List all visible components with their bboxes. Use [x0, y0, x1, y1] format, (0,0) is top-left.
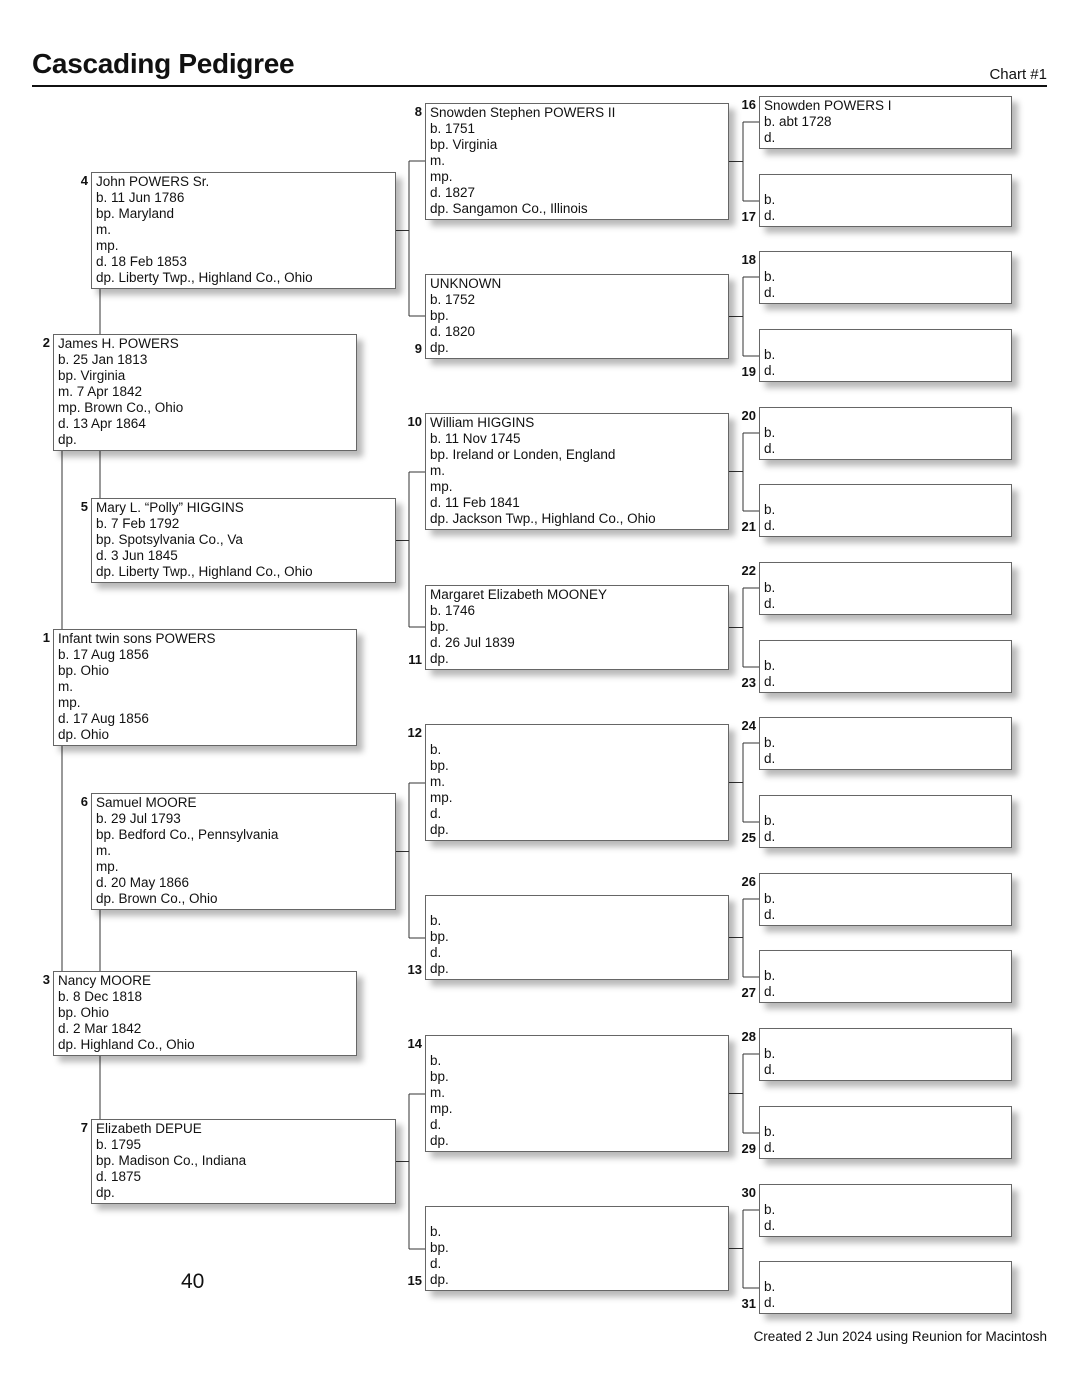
person-name: John POWERS Sr.	[96, 174, 210, 189]
person-fact: dp.	[58, 432, 77, 447]
page-number: 40	[181, 1270, 205, 1293]
ahnentafel-number: 24	[741, 718, 756, 733]
ahnentafel-number: 3	[42, 972, 50, 987]
person-box[interactable]	[759, 1261, 1012, 1314]
person-fact: b. 1746	[430, 603, 476, 618]
person-fact: d. 1820	[430, 324, 476, 339]
ahnentafel-number: 29	[741, 1141, 756, 1156]
page-title: Cascading Pedigree	[32, 48, 295, 79]
person-name: James H. POWERS	[58, 336, 179, 351]
person-fact: d. 11 Feb 1841	[430, 495, 520, 510]
person-fact: bp. Bedford Co., Pennsylvania	[96, 827, 279, 842]
person-name	[764, 1186, 1011, 1202]
person-fact: b.	[764, 192, 776, 207]
person-fact: b.	[764, 735, 776, 750]
person-fact: d. 13 Apr 1864	[58, 416, 146, 431]
person-name	[764, 331, 1011, 347]
person-fact: bp. Virginia	[430, 137, 498, 152]
person-box[interactable]	[759, 1028, 1012, 1081]
person-fact: b. 7 Feb 1792	[96, 516, 180, 531]
ahnentafel-number: 25	[741, 830, 756, 845]
person-name	[764, 409, 1011, 425]
person-fact: dp.	[430, 340, 449, 355]
person-fact: b. 1795	[96, 1137, 142, 1152]
ahnentafel-number: 26	[741, 874, 756, 889]
footer-credit: Created 2 Jun 2024 using Reunion for Macintosh	[753, 1329, 1047, 1344]
ahnentafel-number: 28	[741, 1029, 756, 1044]
person-fact: d.	[764, 518, 776, 533]
person-name	[764, 797, 1011, 813]
person-fact: m.	[430, 1085, 445, 1100]
person-fact: d.	[430, 806, 442, 821]
person-box[interactable]	[425, 413, 729, 530]
person-name	[430, 1037, 728, 1053]
person-fact: dp. Liberty Twp., Highland Co., Ohio	[96, 270, 313, 285]
person-box[interactable]	[425, 1206, 729, 1291]
person-box[interactable]	[91, 498, 396, 583]
ahnentafel-number: 1	[42, 630, 50, 645]
person-box[interactable]	[425, 274, 729, 359]
person-fact: b. abt 1728	[764, 114, 832, 129]
person-fact: dp. Brown Co., Ohio	[96, 891, 218, 906]
ahnentafel-number: 30	[741, 1185, 756, 1200]
person-fact: bp.	[430, 929, 449, 944]
person-fact: d.	[764, 441, 776, 456]
ahnentafel-number: 8	[414, 104, 422, 119]
person-fact: b. 29 Jul 1793	[96, 811, 181, 826]
person-fact: b. 11 Nov 1745	[430, 431, 521, 446]
person-box[interactable]	[53, 334, 357, 451]
person-fact: d.	[764, 751, 776, 766]
person-fact: d.	[430, 945, 442, 960]
ahnentafel-number: 20	[741, 408, 756, 423]
person-fact: d. 1827	[430, 185, 476, 200]
ahnentafel-number: 13	[407, 962, 422, 977]
ahnentafel-number: 22	[741, 563, 756, 578]
person-box[interactable]	[91, 172, 396, 289]
ahnentafel-number: 10	[407, 414, 422, 429]
person-fact: b.	[430, 1053, 442, 1068]
person-fact: bp. Spotsylvania Co., Va	[96, 532, 243, 547]
person-fact: bp. Virginia	[58, 368, 126, 383]
person-fact: m.	[96, 222, 111, 237]
person-fact: b.	[764, 269, 776, 284]
person-fact: b. 11 Jun 1786	[96, 190, 185, 205]
person-fact: bp. Ohio	[58, 663, 110, 678]
person-name: Samuel MOORE	[96, 795, 197, 810]
ahnentafel-number: 9	[414, 341, 422, 356]
person-box[interactable]	[759, 484, 1012, 537]
person-fact: bp.	[430, 1240, 449, 1255]
ahnentafel-number: 21	[741, 519, 756, 534]
person-box[interactable]	[759, 873, 1012, 926]
person-name	[764, 1108, 1011, 1124]
person-box[interactable]	[759, 1106, 1012, 1159]
person-fact: b. 8 Dec 1818	[58, 989, 143, 1004]
person-fact: m.	[430, 463, 445, 478]
person-fact: b.	[764, 1124, 776, 1139]
person-fact: b.	[430, 1224, 442, 1239]
person-fact: bp. Ireland or Londen, England	[430, 447, 616, 462]
person-box[interactable]	[759, 795, 1012, 848]
person-fact: d.	[764, 130, 776, 145]
person-fact: b. 1752	[430, 292, 476, 307]
person-fact: m.	[430, 153, 445, 168]
person-box[interactable]	[759, 717, 1012, 770]
person-fact: d.	[764, 208, 776, 223]
ahnentafel-number: 11	[408, 652, 422, 667]
person-box[interactable]	[425, 1035, 729, 1152]
person-fact: dp.	[430, 651, 449, 666]
person-fact: mp.	[430, 790, 453, 805]
person-name: Elizabeth DEPUE	[96, 1121, 202, 1136]
person-fact: dp. Liberty Twp., Highland Co., Ohio	[96, 564, 313, 579]
person-fact: d.	[764, 596, 776, 611]
person-fact: d.	[764, 1295, 776, 1310]
ahnentafel-number: 27	[741, 985, 756, 1000]
ahnentafel-number: 23	[741, 675, 756, 690]
ahnentafel-number: 12	[407, 725, 422, 740]
person-box[interactable]	[759, 640, 1012, 693]
person-name: UNKNOWN	[430, 276, 502, 291]
person-fact: bp.	[430, 1069, 449, 1084]
person-box[interactable]	[53, 971, 357, 1056]
person-box[interactable]	[759, 329, 1012, 382]
person-fact: m.	[96, 843, 111, 858]
person-fact: d. 3 Jun 1845	[96, 548, 178, 563]
person-name: Margaret Elizabeth MOONEY	[430, 587, 608, 602]
person-fact: dp.	[96, 1185, 115, 1200]
person-name	[764, 952, 1011, 968]
person-name	[764, 253, 1011, 269]
person-fact: b.	[764, 658, 776, 673]
person-fact: b. 1751	[430, 121, 476, 136]
person-name	[764, 486, 1011, 502]
person-fact: bp.	[430, 619, 449, 634]
person-fact: b.	[764, 347, 776, 362]
person-box[interactable]	[759, 174, 1012, 227]
person-box[interactable]	[425, 895, 729, 980]
ahnentafel-number: 17	[741, 209, 756, 224]
person-fact: d.	[764, 285, 776, 300]
ahnentafel-number: 18	[741, 252, 756, 267]
person-fact: dp.	[430, 822, 449, 837]
person-fact: mp. Brown Co., Ohio	[58, 400, 184, 415]
person-name: Snowden Stephen POWERS II	[430, 105, 616, 120]
person-fact: bp.	[430, 308, 449, 323]
person-name	[764, 1263, 1011, 1279]
person-fact: d.	[764, 1218, 776, 1233]
ahnentafel-number: 7	[80, 1120, 88, 1135]
person-fact: mp.	[58, 695, 81, 710]
person-box[interactable]	[759, 1184, 1012, 1237]
person-box[interactable]	[425, 724, 729, 841]
person-fact: bp. Madison Co., Indiana	[96, 1153, 247, 1168]
person-name	[764, 719, 1011, 735]
person-name	[430, 897, 728, 913]
person-fact: d. 26 Jul 1839	[430, 635, 515, 650]
person-name	[764, 1030, 1011, 1046]
person-box[interactable]	[759, 96, 1012, 149]
ahnentafel-number: 5	[80, 499, 88, 514]
person-fact: d. 1875	[96, 1169, 142, 1184]
person-fact: m. 7 Apr 1842	[58, 384, 143, 399]
person-fact: d.	[764, 1062, 776, 1077]
person-fact: d.	[764, 984, 776, 999]
person-fact: dp. Highland Co., Ohio	[58, 1037, 195, 1052]
person-name	[764, 642, 1011, 658]
person-name	[764, 875, 1011, 891]
person-fact: d.	[764, 363, 776, 378]
person-box[interactable]	[425, 103, 729, 220]
person-fact: dp. Jackson Twp., Highland Co., Ohio	[430, 511, 656, 526]
ahnentafel-number: 19	[741, 364, 756, 379]
person-fact: dp.	[430, 961, 449, 976]
person-fact: mp.	[430, 479, 453, 494]
person-name	[764, 176, 1011, 192]
person-fact: bp. Maryland	[96, 206, 175, 221]
person-fact: d.	[764, 829, 776, 844]
person-fact: dp.	[430, 1272, 449, 1287]
ahnentafel-number: 2	[42, 335, 50, 350]
person-name: Mary L. “Polly” HIGGINS	[96, 500, 244, 515]
person-fact: dp.	[430, 1133, 449, 1148]
person-box[interactable]	[759, 562, 1012, 615]
person-box[interactable]	[759, 251, 1012, 304]
person-name	[430, 726, 728, 742]
person-box[interactable]	[91, 1119, 396, 1204]
person-name	[764, 564, 1011, 580]
person-name: Snowden POWERS I	[764, 98, 892, 113]
person-fact: b.	[764, 1202, 776, 1217]
person-fact: b.	[430, 742, 442, 757]
person-fact: d.	[764, 674, 776, 689]
person-fact: d. 20 May 1866	[96, 875, 190, 890]
person-name: William HIGGINS	[430, 415, 535, 430]
person-fact: b.	[764, 502, 776, 517]
person-fact: d.	[764, 907, 776, 922]
person-fact: b.	[764, 1046, 776, 1061]
person-fact: d.	[430, 1117, 442, 1132]
person-fact: d.	[764, 1140, 776, 1155]
person-fact: d. 17 Aug 1856	[58, 711, 149, 726]
ahnentafel-number: 15	[407, 1273, 422, 1288]
person-fact: m.	[58, 679, 73, 694]
person-box[interactable]	[759, 407, 1012, 460]
person-fact: bp.	[430, 758, 449, 773]
person-box[interactable]	[759, 950, 1012, 1003]
person-fact: b.	[764, 1279, 776, 1294]
person-fact: d. 2 Mar 1842	[58, 1021, 142, 1036]
person-fact: b.	[430, 913, 442, 928]
person-fact: d. 18 Feb 1853	[96, 254, 187, 269]
person-box[interactable]	[425, 585, 729, 670]
person-name	[430, 1208, 728, 1224]
ahnentafel-number: 16	[741, 97, 756, 112]
person-fact: b.	[764, 580, 776, 595]
chart-number: Chart #1	[989, 66, 1047, 83]
person-fact: b.	[764, 968, 776, 983]
person-box[interactable]	[53, 629, 357, 746]
person-name: Infant twin sons POWERS	[58, 631, 216, 646]
ahnentafel-number: 31	[741, 1296, 756, 1311]
person-fact: mp.	[96, 859, 119, 874]
person-name: Nancy MOORE	[58, 973, 152, 988]
person-fact: mp.	[96, 238, 119, 253]
person-fact: dp. Sangamon Co., Illinois	[430, 201, 588, 216]
person-fact: m.	[430, 774, 445, 789]
person-fact: d.	[430, 1256, 442, 1271]
person-box[interactable]	[91, 793, 396, 910]
person-fact: bp. Ohio	[58, 1005, 110, 1020]
person-fact: mp.	[430, 1101, 453, 1116]
ahnentafel-number: 14	[407, 1036, 422, 1051]
ahnentafel-number: 6	[80, 794, 88, 809]
person-fact: b.	[764, 891, 776, 906]
person-fact: b. 17 Aug 1856	[58, 647, 149, 662]
ahnentafel-number: 4	[80, 173, 88, 188]
person-fact: mp.	[430, 169, 453, 184]
person-fact: b.	[764, 813, 776, 828]
person-fact: dp. Ohio	[58, 727, 110, 742]
person-fact: b. 25 Jan 1813	[58, 352, 148, 367]
person-fact: b.	[764, 425, 776, 440]
